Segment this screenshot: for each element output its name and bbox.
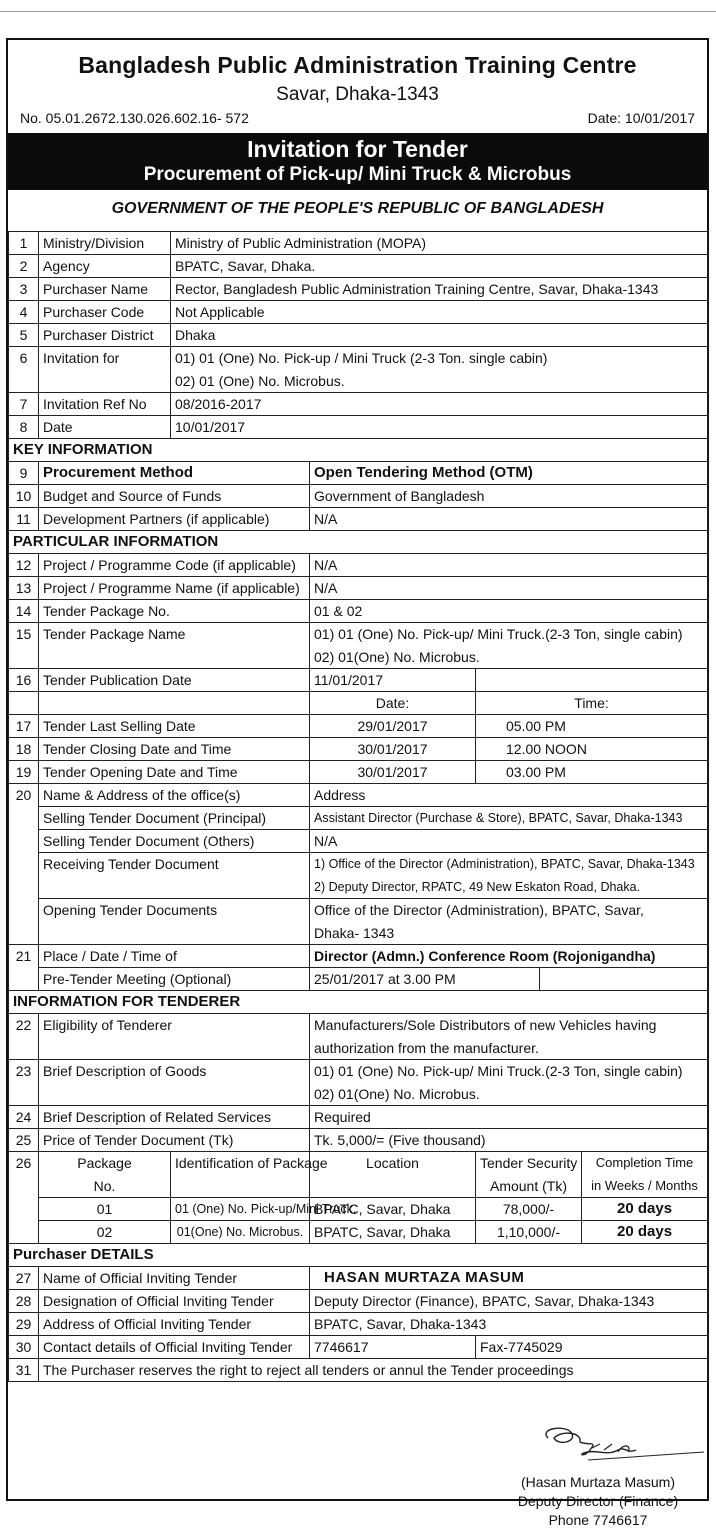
table-row: 27 Name of Official Inviting Tender HASAN MURTAZA MASUM <box>9 1267 708 1290</box>
organization-name: Bangladesh Public Administration Training Centre <box>78 52 637 78</box>
header-package: Package <box>77 1155 132 1171</box>
table-row: 11 Development Partners (if applicable) N/A <box>9 508 708 531</box>
section-purchaser-details: Purchaser DETAILS <box>9 1244 708 1267</box>
table-row: 29 Address of Official Inviting Tender BPATC, Savar, Dhaka-1343 <box>9 1313 708 1336</box>
header-security: Tender Security <box>476 1152 582 1175</box>
table-row: authorization from the manufacturer. <box>9 1037 708 1060</box>
header-completion: Completion Time <box>582 1152 708 1175</box>
table-row: 23 Brief Description of Goods 01) 01 (One) No. Pick-up/ Mini Truck.(2-3 Ton, single cabin) <box>9 1060 708 1083</box>
table-row: 1 Ministry/Division Ministry of Public Administration (MOPA) <box>9 232 708 255</box>
table-row: 31 The Purchaser reserves the right to reject all tenders or annul the Tender proceedings <box>9 1359 708 1382</box>
package-row: 02 01(One) No. Microbus. BPATC, Savar, Dhaka 1,10,000/- 20 days <box>9 1221 708 1244</box>
table-row: 30 Contact details of Official Inviting Tender 7746617 Fax-7745029 <box>9 1336 708 1359</box>
handwritten-signature <box>528 1420 708 1480</box>
table-row: 02) 01(One) No. Microbus. <box>9 646 708 669</box>
signatory-designation: Deputy Director (Finance) <box>517 1493 679 1509</box>
table-row: Receiving Tender Document 1) Office of the Director (Administration), BPATC, Savar, Dhaka-1343 <box>9 853 708 876</box>
table-row: 13 Project / Programme Name (if applicable) N/A <box>9 577 708 600</box>
package-table-header: No. Amount (Tk) in Weeks / Months <box>9 1175 708 1198</box>
table-row: 4 Purchaser Code Not Applicable <box>9 301 708 324</box>
table-row: 18 Tender Closing Date and Time 30/01/2017 12.00 NOON <box>9 738 708 761</box>
table-row: Pre-Tender Meeting (Optional) 25/01/2017 at 3.00 PM <box>9 968 708 991</box>
organization-address: Savar, Dhaka-1343 <box>276 84 439 105</box>
signature-block <box>488 1473 708 1530</box>
table-row: 10 Budget and Source of Funds Government of Bangladesh <box>9 485 708 508</box>
table-row: Date: Time: <box>9 692 708 715</box>
government-heading: GOVERNMENT OF THE PEOPLE'S REPUBLIC OF BANGLADESH <box>111 200 604 217</box>
table-row: 22 Eligibility of Tenderer Manufacturers/Sole Distributors of new Vehicles having <box>9 1014 708 1037</box>
table-row: 15 Tender Package Name 01) 01 (One) No. Pick-up/ Mini Truck.(2-3 Ton, single cabin) <box>9 623 708 646</box>
header-location: Location <box>310 1152 476 1198</box>
section-information-for-tenderer: INFORMATION FOR TENDERER <box>9 991 708 1014</box>
notice-title: Invitation for Tender <box>247 136 468 162</box>
section-key-information: KEY INFORMATION <box>9 439 708 462</box>
package-table-header: 26 Package Identification of Package Location Tender Security Completion Time <box>9 1152 708 1175</box>
notice-subtitle: Procurement of Pick-up/ Mini Truck & Microbus <box>143 164 572 185</box>
top-rule <box>0 11 716 12</box>
title-banner <box>8 133 707 190</box>
table-row: 02) 01 (One) No. Microbus. <box>9 370 708 393</box>
table-row: 20 Name & Address of the office(s) Address <box>9 784 708 807</box>
table-row: 28 Designation of Official Inviting Tender Deputy Director (Finance), BPATC, Savar, Dhaka-1343 <box>9 1290 708 1313</box>
table-row: Dhaka- 1343 <box>9 922 708 945</box>
table-row: 17 Tender Last Selling Date 29/01/2017 05.00 PM <box>9 715 708 738</box>
notice-date: Date: 10/01/2017 <box>587 110 695 126</box>
table-row: 3 Purchaser Name Rector, Bangladesh Public Administration Training Centre, Savar, Dhaka-1343 <box>9 278 708 301</box>
table-row: 5 Purchaser District Dhaka <box>9 324 708 347</box>
table-row: Selling Tender Document (Others) N/A <box>9 830 708 853</box>
table-row: 6 Invitation for 01) 01 (One) No. Pick-up / Mini Truck (2-3 Ton. single cabin) <box>9 347 708 370</box>
header-identification: Identification of Package <box>171 1152 310 1198</box>
table-row: 2) Deputy Director, RPATC, 49 New Eskaton Road, Dhaka. <box>9 876 708 899</box>
table-row: 19 Tender Opening Date and Time 30/01/2017 03.00 PM <box>9 761 708 784</box>
table-row: 24 Brief Description of Related Services Required <box>9 1106 708 1129</box>
table-row: 9 Procurement Method Open Tendering Method (OTM) <box>9 462 708 485</box>
tender-table <box>8 231 708 1382</box>
table-row: Selling Tender Document (Principal) Assistant Director (Purchase & Store), BPATC, Savar, Dhaka-1343 <box>9 807 708 830</box>
memo-number: No. 05.01.2672.130.026.602.16- 572 <box>20 110 249 126</box>
package-row: 01 01 (One) No. Pick-up/Mini Truck. BPATC, Savar, Dhaka 78,000/- 20 days <box>9 1198 708 1221</box>
table-row: 02) 01(One) No. Microbus. <box>9 1083 708 1106</box>
table-row: Opening Tender Documents Office of the Director (Administration), BPATC, Savar, <box>9 899 708 922</box>
section-particular-information: PARTICULAR INFORMATION <box>9 531 708 554</box>
table-row: 12 Project / Programme Code (if applicable) N/A <box>9 554 708 577</box>
signatory-name: (Hasan Murtaza Masum) <box>520 1474 676 1490</box>
table-row: 14 Tender Package No. 01 & 02 <box>9 600 708 623</box>
signatory-phone: Phone 7746617 <box>548 1512 648 1528</box>
table-row: 2 Agency BPATC, Savar, Dhaka. <box>9 255 708 278</box>
table-row: 7 Invitation Ref No 08/2016-2017 <box>9 393 708 416</box>
table-row: 25 Price of Tender Document (Tk) Tk. 5,000/= (Five thousand) <box>9 1129 708 1152</box>
table-row: 16 Tender Publication Date 11/01/2017 <box>9 669 708 692</box>
table-row: 21 Place / Date / Time of Director (Admn.) Conference Room (Rojonigandha) <box>9 945 708 968</box>
tender-notice <box>6 38 709 1528</box>
table-row: 8 Date 10/01/2017 <box>9 416 708 439</box>
